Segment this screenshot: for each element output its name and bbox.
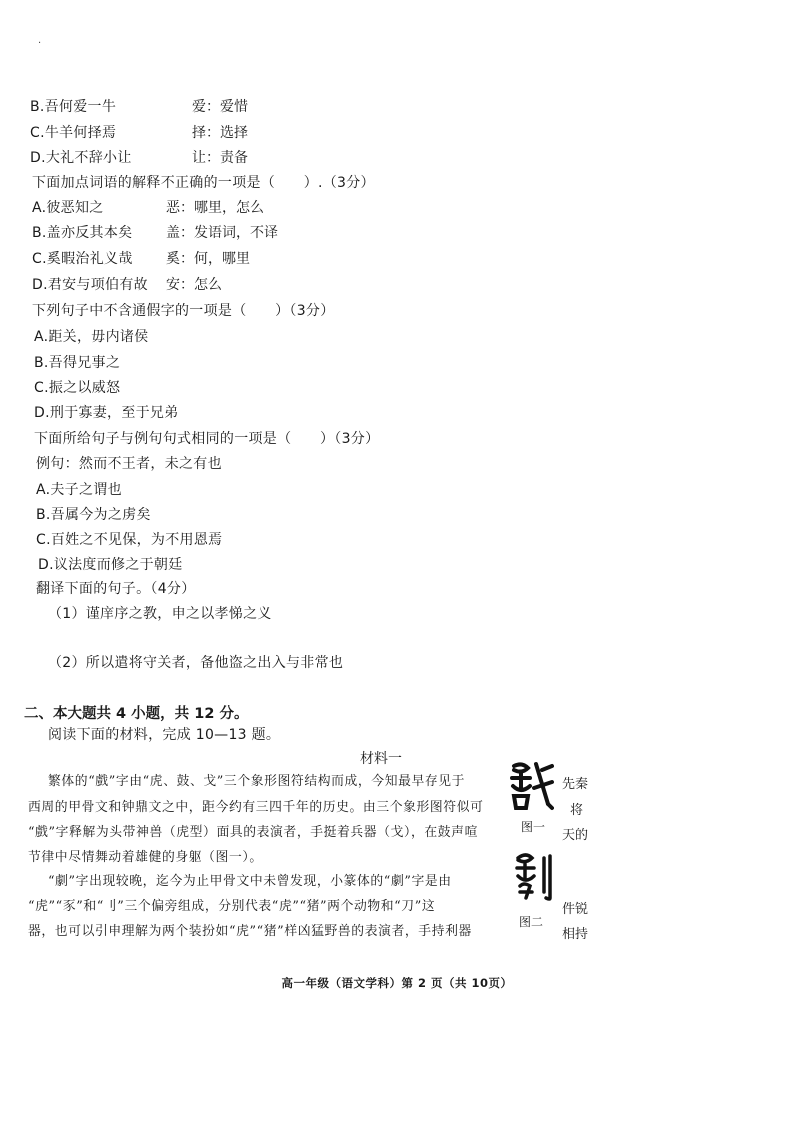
page-footer: 高一年级（语文学科）第 2 页（共 10页） [281, 976, 513, 990]
para1-line-1: 繁体的“戲”字由“虎、鼓、戈”三个象形图符结构而成，今知最早存见于 [48, 774, 466, 789]
para1-line-2: 西周的甲骨文和钟鼎文之中，距今约有三四千年的历史。由三个象形图符似可 [28, 800, 484, 815]
para2-line-1: “劇”字出现较晚，迄今为止甲骨文中未曾发现，小篆体的“劇”字是由 [48, 874, 452, 889]
side-text-5: 相持 [562, 927, 589, 942]
q6-option-d: D.君安与项伯有故 [32, 277, 148, 293]
q8-stem: 下面所给句子与例句句式相同的一项是（ ）（3分） [34, 431, 380, 447]
q7-stem: 下列句子中不含通假字的一项是（ ）（3分） [32, 303, 335, 319]
q6-gloss-c: 奚：何，哪里 [166, 251, 250, 267]
gloss-b-prev: 爱：爱惜 [192, 99, 248, 115]
figure-2-label: 图二 [519, 915, 544, 929]
option-b-prev: B.吾何爱一牛 [30, 99, 117, 115]
side-text-3: 天的 [562, 828, 589, 843]
gloss-c-prev: 择：选择 [192, 125, 248, 141]
q6-option-c: C.奚暇治礼义哉 [32, 251, 133, 267]
q7-option-a: A.距关，毋内诸侯 [34, 329, 149, 345]
q8-option-c: C.百姓之不见保，为不用恩焉 [36, 532, 223, 548]
section-instruction: 阅读下面的材料，完成 10—13 题。 [48, 727, 281, 743]
scan-dot: · [38, 38, 42, 49]
gloss-d-prev: 让：责备 [192, 150, 248, 166]
seal-glyph-ju-figure [514, 852, 554, 902]
para1-line-4: 节律中尽情舞动着雄健的身躯（图一）。 [28, 850, 263, 865]
seal-glyph-xi-figure [508, 760, 554, 812]
q8-option-b: B.吾属今为之虏矣 [36, 507, 151, 523]
q8-option-a: A.夫子之谓也 [36, 482, 122, 498]
q7-option-d: D.刑于寡妻，至于兄弟 [34, 405, 179, 421]
q6-option-a: A.彼恶知之 [32, 200, 104, 216]
q8-option-d: D.议法度而修之于朝廷 [38, 557, 183, 573]
para1-line-3: “戲”字释解为头带神兽（虎型）面具的表演者，手挺着兵器（戈），在鼓声喧 [28, 825, 478, 840]
para2-line-2: “虎”“豕”和“刂”三个偏旁组成，分别代表“虎”“猪”两个动物和“刀”这 [28, 899, 436, 914]
q7-option-c: C.振之以威怒 [34, 380, 121, 396]
para2-line-3: 器，也可以引申理解为两个装扮如“虎”“猪”样凶猛野兽的表演者，手持利器 [28, 924, 472, 939]
side-text-4: 件锐 [562, 902, 589, 917]
side-text-1: 先秦 [562, 777, 589, 792]
q6-stem: 下面加点词语的解释不正确的一项是（ ）.（3分） [32, 175, 375, 191]
q7-option-b: B.吾得兄事之 [34, 355, 121, 371]
q8-example: 例句：然而不王者，未之有也 [36, 456, 222, 472]
q6-gloss-a: 恶：哪里，怎么 [166, 200, 264, 216]
q9-item-2: （2）所以遣将守关者，备他盗之出入与非常也 [48, 655, 344, 671]
side-text-2: 将 [570, 803, 584, 818]
figure-1-label: 图一 [521, 820, 546, 834]
q9-item-1: （1）谨庠序之教，申之以孝悌之义 [48, 606, 272, 622]
material-title: 材料一 [360, 751, 402, 767]
option-d-prev: D.大礼不辞小让 [30, 150, 132, 166]
section-heading: 二、本大题共 4 小题，共 12 分。 [24, 706, 249, 722]
q9-stem: 翻译下面的句子。（4分） [36, 581, 196, 597]
q6-option-b: B.盖亦反其本矣 [32, 225, 133, 241]
option-c-prev: C.牛羊何择焉 [30, 125, 117, 141]
q6-gloss-b: 盖：发语词，不译 [166, 225, 278, 241]
q6-gloss-d: 安：怎么 [166, 277, 222, 293]
